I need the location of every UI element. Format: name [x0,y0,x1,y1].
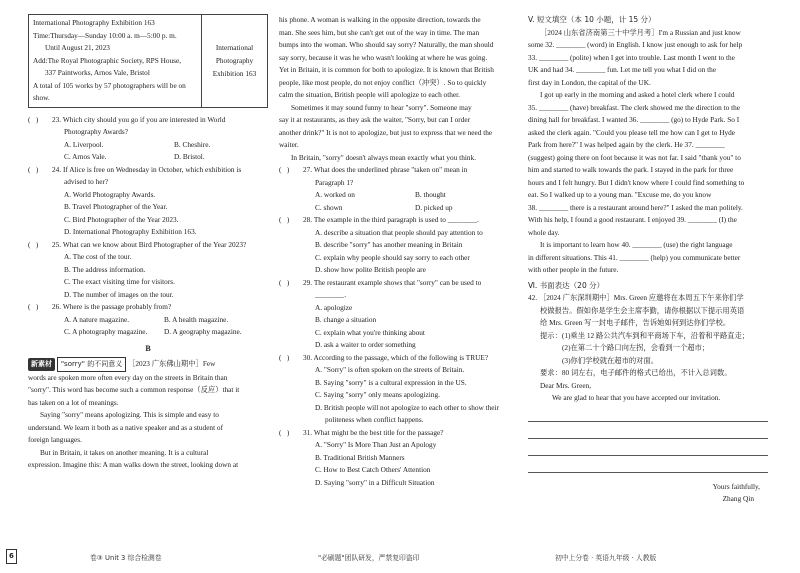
cloze-line[interactable]: It is important to learn how 40. ________ (use) the right language [540,240,733,249]
option[interactable]: A. The cost of the tour. [64,252,132,261]
option[interactable]: C. Arnos Vale. [64,152,107,161]
passage-line: say it at restaurants, as they ask the waiter, "Sorry, but can I order [279,115,471,124]
option[interactable]: D. A geography magazine. [164,327,242,336]
option[interactable]: B. change a situation [315,315,377,324]
option[interactable]: C. explain what you're thinking about [315,327,425,337]
question-line: Paragraph 1? [315,177,354,187]
column-left [28,14,268,472]
option[interactable]: D. Bristol. [174,152,205,161]
option[interactable]: A. Liverpool. [64,139,104,149]
section-6-heading: Ⅵ. 书面表达（20 分） [528,280,605,290]
writing-line[interactable] [528,456,768,473]
options-row [28,314,268,327]
cloze-line: (suggest) going there on foot because it was not far. I said "thank you" to [528,152,741,162]
question-line: Photography Awards? [64,127,128,136]
email-signature: Zhang Qin [722,494,754,503]
writing-prompt-line: 给 Mrs. Green 写一封电子邮件，告诉她如何到达你们学校。 [540,318,731,327]
writing-line[interactable] [528,439,768,456]
passage-line: another drink?" It is not to apologize, but just to express that we need the [279,127,493,137]
question-29: ( ) 29. The restaurant example shows that "sorry" can be used to [279,277,482,287]
passage-line: But in Britain, it takes on another meaning. It is a cultural [40,447,209,457]
footer-left: 卷③ Unit 3 综合检测卷 [90,554,162,562]
cloze-line[interactable]: some 32. ________ (word) in English. I know just enough to ask for help [528,40,743,49]
option[interactable]: C. How to Best Catch Others' Attention [315,465,431,474]
email-closing: Yours faithfully, [712,481,760,491]
options-row [279,202,516,215]
passage-line: expression. Imagine this: A man walks down the street, looking down at [28,460,239,469]
passage-line: bumps into the woman. Who should say sorry? Naturally, the man should [279,40,494,49]
writing-prompt-line: 42. ［2024 广东深圳期中］Mrs. Green 应邀将在本周五下午来你们学 [528,293,744,302]
option[interactable]: B. The address information. [64,264,146,274]
passage-line: his phone. A woman is walking in the opposite direction, towards the [279,15,481,24]
question-24: ( ) 24. If Alice is free on Wednesday in October, which exhibition is [28,164,242,174]
options-row [28,151,268,164]
question-26: ( ) 26. Where is the passage probably from? [28,302,172,311]
table-line: Photography [215,56,254,66]
option[interactable]: C. Saying "sorry" only means apologizing. [315,390,440,399]
option[interactable]: A. worked on [315,190,355,199]
column-middle [279,14,516,489]
passage-b-header [28,357,268,372]
option[interactable]: B. Saying "sorry" is a cultural expression in the US. [315,377,467,387]
table-line: Exhibition 163 [212,69,257,79]
passage-line: Saying "sorry" means apologizing. This is simple and easy to [40,410,219,419]
writing-line[interactable] [528,422,768,439]
footer-right: 初中上分卷 · 英语九年级 · 人教版 [555,554,657,562]
option[interactable]: B. Cheshire. [174,139,211,149]
option[interactable]: C. Bird Photographer of the Year 2023. [64,214,179,224]
cloze-line[interactable]: With his help, I found a good restaurant. I enjoyed 39. ________ (I) the [528,215,737,224]
option[interactable]: C. The exact visiting time for visitors. [64,277,175,286]
footer-center: "必刷题"团队研发，严禁复印盗印 [318,554,420,562]
table-line: Time:Thursday—Sunday 10:00 a. m—5:00 p. m. [33,30,177,40]
passage-line: people, like most people, do not enjoy conflict（冲突）. So to quickly [279,77,487,87]
passage-line: waiter. [279,140,299,149]
table-line: Add:The Royal Photographic Society, RPS House, [33,55,182,65]
passage-line: foreign languages. [28,435,82,444]
question-line: advised to her? [64,177,109,186]
option[interactable]: B. Traditional British Manners [315,452,405,462]
table-line: A total of 105 works by 57 photographers will be on [33,80,186,90]
option-continuation: politeness when conflict happens. [325,415,424,424]
options-row [279,189,516,202]
passage-line: man. She sees him, but she can't get out of the way in time. The man [279,27,480,37]
cloze-line: with other people in the future. [528,265,619,274]
writing-line[interactable] [528,405,768,422]
page-number: 6 [6,549,17,564]
option[interactable]: A. "Sorry" Is More Than Just an Apology [315,440,437,449]
section-5-heading: V. 短文填空（本 10 小题，计 15 分） [528,15,656,24]
question-28: ( ) 28. The example in the third paragraph is used to ________. [279,215,479,224]
passage-line: Sometimes it may sound funny to hear "sorry". Someone may [291,102,472,112]
passage-line: calm the situation, British people will apologize to each other. [279,90,460,99]
source-note: ［2023 广东佛山期中］Few [128,359,216,368]
passage-line: Yet in Britain, it is common for both to apologize. It is known that British [279,65,494,74]
writing-prompt-line: (3)你们学校就在超市的对面。 [562,355,659,365]
passage-line: understand. We learn it both as a native speaker and as a student of [28,422,224,432]
cloze-line[interactable]: dining hall for breakfast. I wanted 36. ________ (go) to Hyde Park. So I [528,115,740,124]
cloze-line: first day in London, the capital of the UK. [528,77,651,87]
option[interactable]: D. International Photography Exhibition 163. [64,227,197,236]
section-5-source: ［2024 山东省济南第三十中学月考］I'm a Russian and just know [540,27,741,37]
column-right [528,14,774,506]
passage-line: In Britain, "sorry" doesn't always mean exactly what you think. [291,152,476,162]
cloze-line: asked the clerk again. "Could you please tell me how can I get to Hyde [528,127,736,137]
options-row [28,139,268,152]
cloze-line[interactable]: 35. ________ (have) breakfast. The clerk showed me the direction to the [528,102,741,112]
passage-line: say sorry, because it was he who wasn't looking at where he was going. [279,52,488,62]
exhibition-details [29,15,202,108]
option[interactable]: C. explain why people should say sorry to each other [315,252,470,262]
question-line: ________. [315,290,347,299]
cloze-line: eat. So I walked up to a young man. "Excuse me, do you know [528,190,712,199]
option[interactable]: A. describe a situation that people should pay attention to [315,227,483,237]
option[interactable]: B. thought [415,190,446,199]
cloze-line[interactable]: 38. ________ there is a restaurant around here?" I asked the man politely. [528,202,743,212]
question-23: ( ) 23. Which city should you go if you are interested in World [28,114,226,124]
option[interactable]: D. The number of images on the tour. [64,289,174,299]
writing-prompt-line: (2)在第二十个路口向左拐，会看到一个超市； [562,343,710,352]
option[interactable]: A. apologize [315,302,353,312]
email-salutation: Dear Mrs. Green, [540,380,592,390]
cloze-line[interactable]: in different situations. This 41. ________ (help) you communicate better [528,252,741,262]
new-material-tag: 新素材 [28,358,55,371]
option[interactable]: B. describe "sorry" has another meaning in Britain [315,240,463,249]
cloze-line: him and started to walk towards the park. I stayed in the park for three [528,165,734,174]
writing-prompt-line: 提示：(1)乘坐 12 路公共汽车到和平商场下车，沿着和平路直走； [540,330,750,340]
option[interactable]: D. picked up [415,202,453,212]
option[interactable]: C. shown [315,202,343,212]
email-opening: We are glad to hear that you have accepted our invitation. [552,393,721,402]
option[interactable]: B. Travel Photographer of the Year. [64,202,168,211]
cloze-line[interactable]: 33. ________ (polite) when I get into trouble. Last month I went to the [528,52,735,62]
cloze-line: I got up early in the morning and asked a hotel clerk where I could [540,90,735,99]
section-b-heading: B [145,343,151,353]
exhibition-info-table [28,14,268,108]
question-30: ( ) 30. According to the passage, which of the following is TRUE? [279,352,489,362]
option[interactable]: D. British people will not apologize to each other to show their [315,402,500,412]
question-31: ( ) 31. What might be the best title for the passage? [279,427,444,437]
question-25: ( ) 25. What can we know about Bird Photographer of the Year 2023? [28,239,247,249]
cloze-line[interactable]: UK and had 34. ________ fun. Let me tell you what I did on the [528,65,717,74]
option[interactable]: A. "Sorry" is often spoken on the streets of Britain. [315,365,465,374]
option[interactable]: D. Saying "sorry" in a Difficult Situation [315,477,435,487]
cloze-line[interactable]: Park from here?" I was helped again by the clerk. He 37. ________ [528,140,725,149]
options-row [28,326,268,339]
option[interactable]: B. A health magazine. [164,314,229,324]
table-line: International [215,43,254,53]
table-line: Until August 21, 2023 [45,43,110,52]
table-line: International Photography Exhibition 163 [33,18,155,27]
option[interactable]: A. A nature magazine. [64,314,130,324]
option[interactable]: D. ask a waiter to order something [315,340,416,349]
passage-line: words are spoken more often every day on the streets in Britain than [28,372,228,382]
exhibition-name-cell [202,15,268,108]
passage-line: "sorry". This word has become such a common response（反应）that it [28,385,240,394]
option[interactable]: A. World Photography Awards. [64,189,156,199]
question-27: ( ) 27. What does the underlined phrase "taken on" mean in [279,165,468,174]
option[interactable]: D. show how polite British people are [315,265,426,274]
option[interactable]: C. A photography magazine. [64,327,148,336]
passage-line: has taken on a lot of meanings. [28,397,119,407]
table-line: 337 Paintworks, Arnos Vale, Bristol [45,68,150,77]
writing-prompt-line: 校做报告。假如你是学生会主席李勤，请你根据以下提示用英语 [540,305,745,315]
topic-tag: "sorry" 的不同意义 [57,357,126,372]
cloze-line: whole day. [528,227,560,237]
cloze-line: hours and I felt hungry. But I didn't know where I could find something to [528,177,745,187]
table-line: show. [33,93,50,102]
writing-prompt-line: 要求：80 词左右，电子邮件的格式已给出，不计入总词数。 [540,368,732,377]
